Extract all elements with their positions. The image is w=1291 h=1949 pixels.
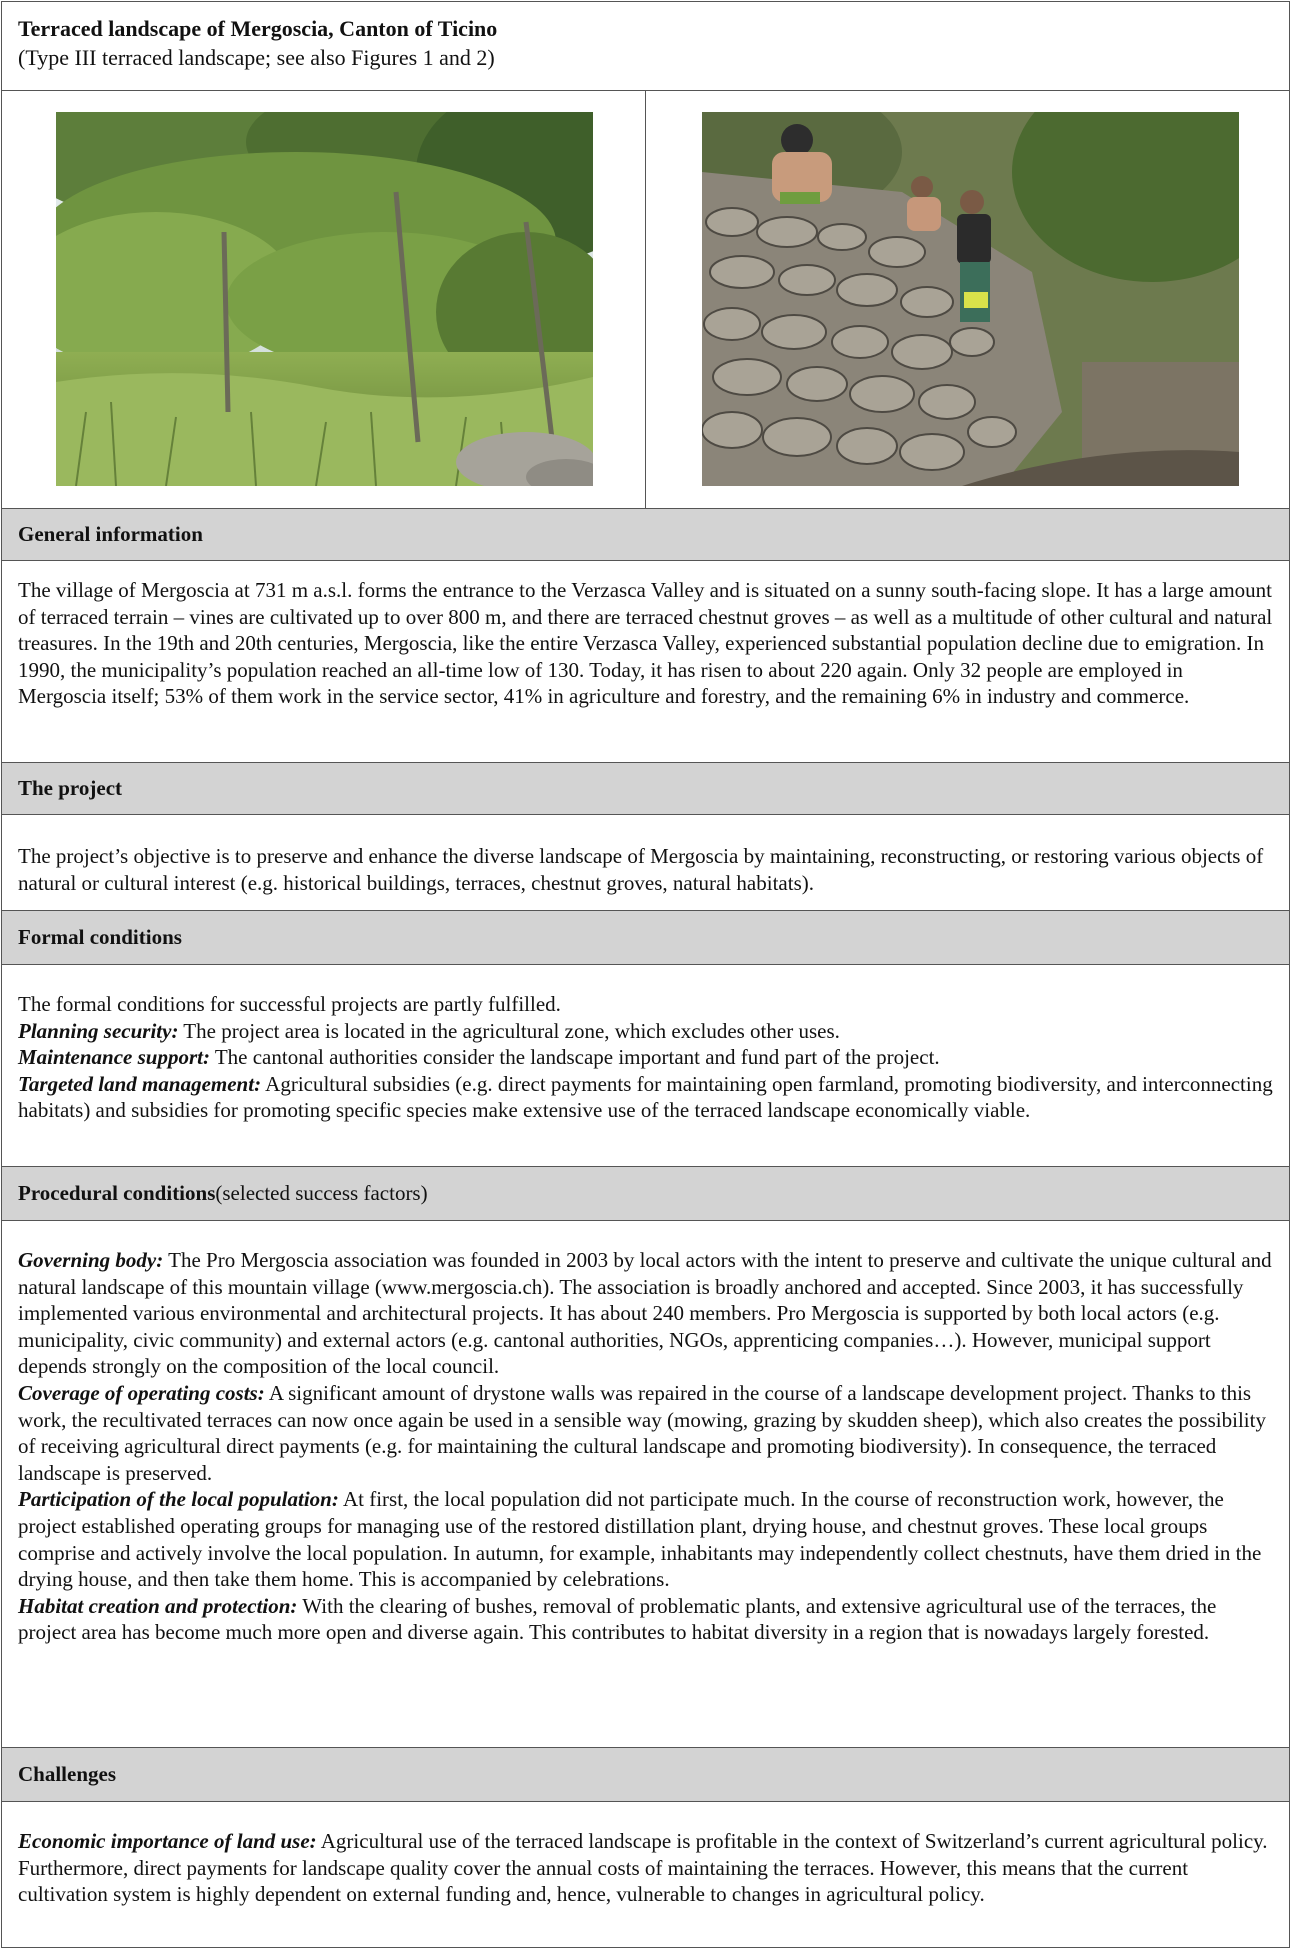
procedural-item-label: Habitat creation and protection: [18,1593,298,1618]
formal-item-label: Planning security: [18,1018,179,1043]
project-text: The project’s objective is to preserve and enhance the diverse landscape of Mergoscia by maintaining, reconstructing, or restoring various objects of natural or cultural interest (e.g. historical buildings, terraces, chestnut groves, natural habitats). [18,844,1264,895]
formal-item-label: Targeted land management: [18,1071,262,1096]
challenges-item-label: Economic importance of land use: [18,1829,317,1853]
procedural-item-label: Governing body: [18,1248,164,1272]
general-info-text: The village of Mergoscia at 731 m a.s.l. forms the entrance to the Verzasca Valley and is situated on a sunny south-facing slope. It has a large amount of terraced terrain – vines are cultivated up to over 800 m, and there are terraced chestnut groves – as well as a multitude of other cultural and natural treasures. In the 19th and 20th centuries, Mergoscia, like the entire Verzasca Valley, experienced substantial population decline due to emigration. In 1990, the municipality’s population reached an all-time low of 130. Today, it has risen to about 220 again. Only 32 people are employed in Mergoscia itself; 53% of them work in the service sector, 41% in agriculture and forestry, and the remaining 6% in industry and commerce. [18,578,1273,709]
formal-item-text: Agricultural subsidies (e.g. direct payments for maintaining open farmland, promoting biodiversity, and interconnecting habitats) and subsidies for promoting specific species make extensive use of the terraced landscape economically viable. [18,1071,1273,1123]
formal-item-label: Maintenance support: [18,1045,210,1070]
challenges-item-text: Agricultural use of the terraced landscape is profitable in the context of Switzerland’s current agricultural policy. Furthermore, direct payments for landscape quality cover the annual costs of maintaining the terraces. However, this means that the current cultivation system is highly dependent on external funding and, hence, vulnerable to changes in agricultural policy. [18,1829,1268,1907]
procedural-heading [2,1167,1289,1221]
challenges-item [18,1828,1273,1908]
vineyard-photo [56,112,593,486]
formal-item [18,1018,1273,1045]
procedural-heading-text: Procedural conditions [18,1181,216,1205]
formal-intro: The formal conditions for successful projects are partly fulfilled. [18,992,561,1016]
formal-body [2,965,1289,1167]
formal-item-text: The cantonal authorities consider the landscape important and fund part of the project. [209,1045,940,1070]
procedural-body [2,1221,1289,1748]
project-body [2,815,1289,911]
formal-item [18,1044,1273,1071]
procedural-item-label: Participation of the local population: [18,1487,339,1512]
challenges-heading-text: Challenges [18,1762,117,1786]
project-heading-text: The project [18,776,123,800]
general-info-heading-text: General information [18,522,203,546]
title-block [2,2,1289,91]
drystone-wall-photo [702,112,1239,486]
procedural-item [18,1486,1273,1592]
formal-heading-text: Formal conditions [18,925,182,949]
procedural-item-label: Coverage of operating costs: [18,1380,265,1405]
page-subtitle: (Type III terraced landscape; see also Figures 1 and 2) [18,45,495,70]
general-info-heading [2,509,1289,561]
procedural-item [18,1247,1273,1380]
challenges-body [2,1802,1289,1947]
info-sheet [1,1,1290,1948]
procedural-item-text: At first, the local population did not participate much. In the course of reconstruction work, however, the project established operating groups for managing use of the restored distillation plant, drying house, and chestnut groves. These local groups comprise and actively involve the local population. In autumn, for example, inhabitants may independently collect chestnuts, have them dried in the drying house, and then take them home. This is accompanied by celebrations. [18,1487,1262,1592]
photo-cell-left [2,91,646,508]
procedural-item-text: A significant amount of drystone walls was repaired in the course of a landscape development project. Thanks to this work, the recultivated terraces can now once again be used in a sensible way (mowing, grazing by skudden sheep), which also creates the possibility of receiving agricultural direct payments (e.g. for maintaining the cultural landscape and promoting biodiversity). In consequence, the terraced landscape is preserved. [18,1380,1266,1485]
page-title: Terraced landscape of Mergoscia, Canton of Ticino [18,16,498,41]
photo-cell-right [646,91,1289,508]
procedural-heading-note: (selected success factors) [215,1181,428,1205]
challenges-heading [2,1748,1289,1802]
procedural-item-text: The Pro Mergoscia association was founded in 2003 by local actors with the intent to preserve and cultivate the unique cultural and natural landscape of this mountain village (www.mergoscia.ch). The association is broadly anchored and accepted. Since 2003, it has successfully implemented various environmental and architectural projects. It has about 240 members. Pro Mergoscia is supported by both local actors (e.g. municipality, civic community) and external actors (e.g. cantonal authorities, NGOs, apprenticing companies…). However, municipal support depends strongly on the composition of the local council. [18,1248,1272,1379]
general-info-body [2,561,1289,763]
formal-item [18,1071,1273,1124]
procedural-item [18,1593,1273,1646]
procedural-item-text: With the clearing of bushes, removal of problematic plants, and extensive agricultural use of the terraces, the project area has become much more open and diverse again. This contributes to habitat diversity in a region that is nowadays largely forested. [18,1593,1217,1645]
formal-heading [2,911,1289,965]
photo-row [2,91,1289,509]
procedural-item [18,1380,1273,1486]
formal-item-text: The project area is located in the agricultural zone, which excludes other uses. [178,1018,840,1043]
project-heading [2,763,1289,815]
